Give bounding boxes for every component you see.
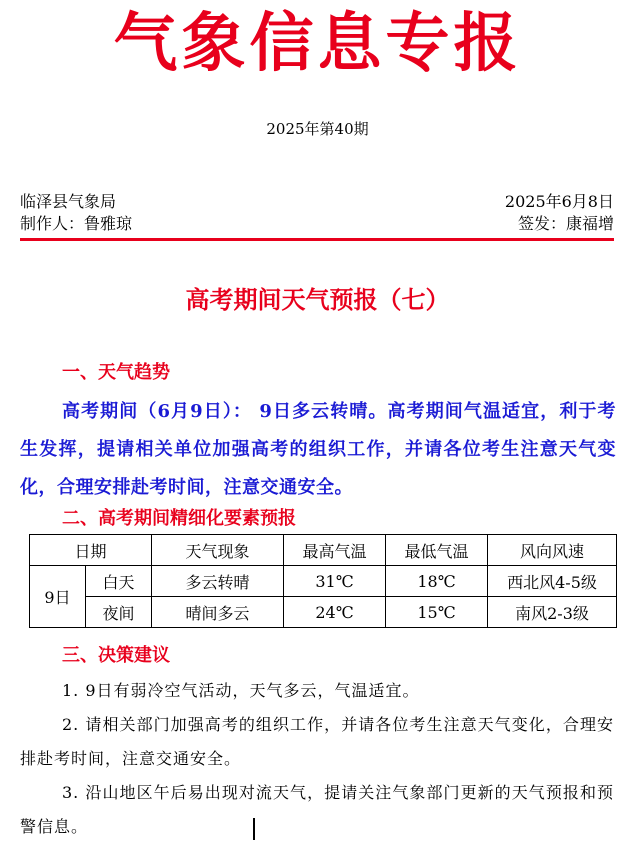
weather-cell: 晴间多云 [152, 597, 284, 628]
low-temp-cell: 18℃ [386, 566, 488, 597]
section-heading-table: 二、高考期间精细化要素预报 [62, 508, 296, 529]
wind-cell: 南风2-3级 [488, 597, 617, 628]
header-cell-high: 最高气温 [284, 535, 386, 566]
advice-item-3: 3. 沿山地区午后易出现对流天气，提请关注气象部门更新的天气预报和预警信息。 [20, 783, 614, 836]
section-heading-advice: 三、决策建议 [62, 645, 170, 666]
date-cell: 9日 [30, 566, 86, 628]
advice-item-1: 1. 9日有弱冷空气活动，天气多云，气温适宜。 [62, 681, 420, 700]
issue-number: 2025年第40期 [266, 120, 369, 138]
period-cell: 夜间 [86, 597, 152, 628]
header-cell-wind: 风向风速 [488, 535, 617, 566]
report-title: 高考期间天气预报（七） [185, 285, 450, 314]
forecast-table [29, 534, 617, 628]
header-cell-weather: 天气现象 [152, 535, 284, 566]
signer-name: 签发：康福增 [517, 214, 614, 233]
table-header-row [30, 535, 617, 566]
bureau-name: 临泽县气象局 [20, 192, 117, 211]
header-divider [20, 238, 614, 241]
advice-item-2: 2. 请相关部门加强高考的组织工作，并请各位考生注意天气变化，合理安排赴考时间，注意交通安全。 [20, 715, 614, 768]
low-temp-cell: 15℃ [386, 597, 488, 628]
period-cell: 白天 [86, 566, 152, 597]
maker-name: 制作人：鲁雅琼 [20, 214, 133, 233]
header-cell-low: 最低气温 [386, 535, 488, 566]
wind-cell: 西北风4-5级 [488, 566, 617, 597]
issue-date: 2025年6月8日 [504, 192, 614, 211]
weather-cell: 多云转晴 [152, 566, 284, 597]
masthead-title: 气象信息专报 [113, 7, 522, 81]
high-temp-cell: 31℃ [284, 566, 386, 597]
header-cell-date: 日期 [30, 535, 152, 566]
trend-paragraph: 高考期间（6月9日）： 9日多云转晴。高考期间气温适宜，利于考生发挥，提请相关单位加强高考的组织工作，并请各位考生注意天气变化，合理安排赴考时间，注意交通安全。 [20, 401, 616, 498]
high-temp-cell: 24℃ [284, 597, 386, 628]
text-cursor [253, 818, 255, 840]
section-heading-trend: 一、天气趋势 [62, 362, 170, 383]
table-row [30, 597, 617, 628]
table-row [30, 566, 617, 597]
